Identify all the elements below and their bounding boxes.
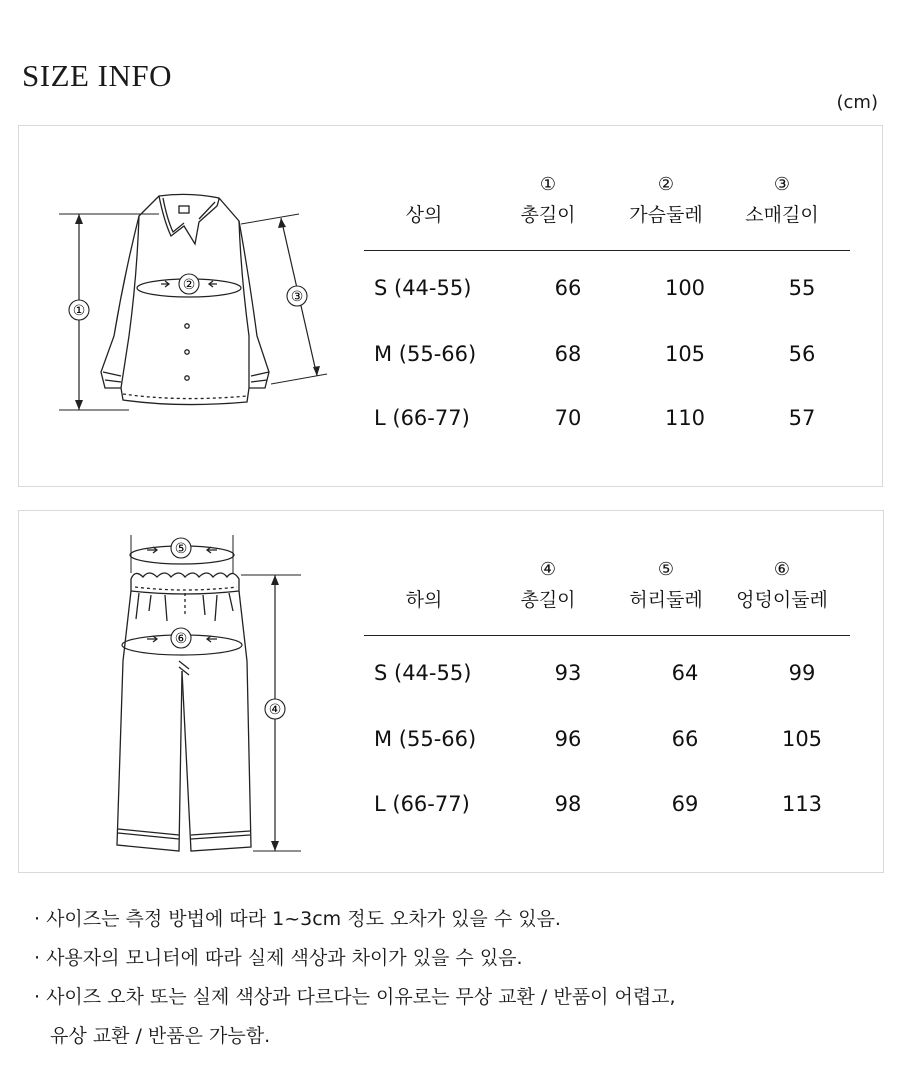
label-6: ⑥	[174, 631, 188, 647]
table-row	[364, 276, 850, 306]
header-num-2: ②	[657, 174, 675, 195]
value-hip: 105	[781, 727, 823, 751]
label-4: ④	[268, 702, 282, 718]
size-label: S (44-55)	[374, 276, 472, 300]
label-5: ⑤	[174, 541, 188, 557]
header-num-1: ①	[539, 174, 557, 195]
label-2: ②	[182, 277, 196, 293]
header-num-6: ⑥	[773, 559, 791, 580]
value-length: 68	[554, 342, 582, 366]
header-total-length: 총길이	[520, 589, 576, 611]
table-row	[364, 727, 850, 757]
value-sleeve: 57	[788, 406, 816, 430]
value-length: 98	[554, 792, 582, 816]
top-size-panel	[18, 125, 883, 487]
shirt-diagram	[19, 126, 349, 486]
header-chest: 가슴둘레	[629, 204, 703, 226]
table-header	[364, 551, 850, 677]
table-row	[364, 342, 850, 372]
header-category: 상의	[405, 204, 443, 226]
size-label: M (55-66)	[374, 342, 477, 366]
note-line: · 사이즈 오차 또는 실제 색상과 다르다는 이유로는 무상 교환 / 반품이 어렵고,	[34, 986, 676, 1008]
table-row	[364, 661, 850, 691]
header-hip: 엉덩이둘레	[736, 589, 828, 611]
note-line: · 사이즈는 측정 방법에 따라 1~3cm 정도 오차가 있을 수 있음.	[34, 908, 561, 930]
table-rule	[364, 250, 850, 251]
value-hip: 113	[781, 792, 823, 816]
header-num-5: ⑤	[657, 559, 675, 580]
size-label: L (66-77)	[374, 406, 470, 430]
header-waist: 허리둘레	[629, 589, 703, 611]
table-row	[364, 792, 850, 822]
pants-diagram	[19, 511, 349, 872]
size-label: M (55-66)	[374, 727, 477, 751]
header-num-3: ③	[773, 174, 791, 195]
header-category: 하의	[405, 589, 443, 611]
size-label: L (66-77)	[374, 792, 470, 816]
note-line: · 사용자의 모니터에 따라 실제 색상과 차이가 있을 수 있음.	[34, 947, 523, 969]
label-3: ③	[290, 289, 304, 305]
value-length: 93	[554, 661, 582, 685]
value-chest: 100	[664, 276, 706, 300]
value-waist: 69	[671, 792, 699, 816]
table-rule	[364, 635, 850, 636]
value-waist: 64	[671, 661, 699, 685]
value-chest: 110	[664, 406, 706, 430]
unit-label: (cm)	[836, 92, 878, 113]
note-line: 유상 교환 / 반품은 가능함.	[50, 1025, 271, 1047]
value-sleeve: 56	[788, 342, 816, 366]
value-length: 70	[554, 406, 582, 430]
size-label: S (44-55)	[374, 661, 472, 685]
bottom-size-panel	[18, 510, 884, 873]
value-sleeve: 55	[788, 276, 816, 300]
notes	[34, 900, 676, 1056]
value-hip: 99	[788, 661, 816, 685]
table-row	[364, 406, 850, 436]
header-total-length: 총길이	[520, 204, 576, 226]
header-sleeve: 소매길이	[745, 204, 819, 226]
value-chest: 105	[664, 342, 706, 366]
value-waist: 66	[671, 727, 699, 751]
table-header	[364, 166, 850, 292]
header-num-4: ④	[539, 559, 557, 580]
label-1: ①	[72, 303, 86, 319]
value-length: 66	[554, 276, 582, 300]
page-title: SIZE INFO	[22, 58, 173, 93]
value-length: 96	[554, 727, 582, 751]
